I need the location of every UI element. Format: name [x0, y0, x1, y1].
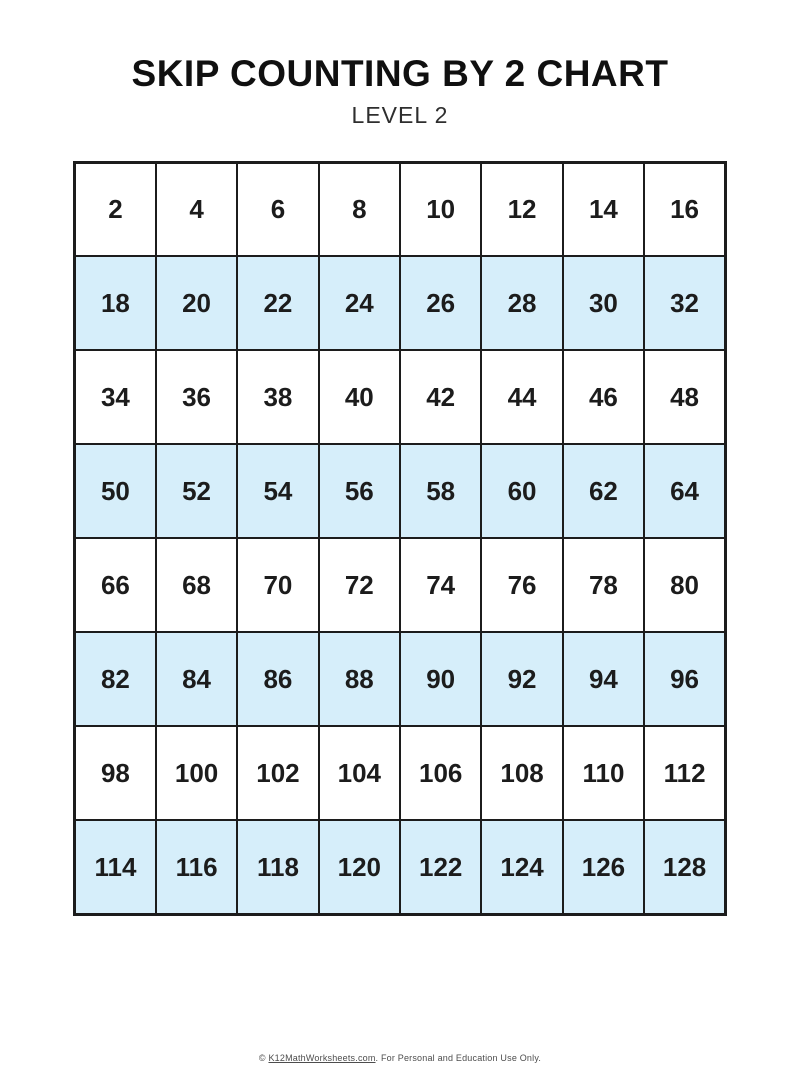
grid-cell: 90 — [400, 632, 481, 726]
grid-cell: 114 — [75, 820, 156, 914]
grid-cell: 94 — [563, 632, 644, 726]
page-subtitle: LEVEL 2 — [351, 102, 449, 129]
grid-cell: 48 — [644, 350, 725, 444]
grid-cell: 64 — [644, 444, 725, 538]
grid-cell: 76 — [481, 538, 562, 632]
grid-cell: 80 — [644, 538, 725, 632]
grid-cell: 36 — [156, 350, 237, 444]
grid-cell: 120 — [319, 820, 400, 914]
footer-site-link[interactable]: K12MathWorksheets.com — [268, 1053, 376, 1063]
skip-counting-grid-body — [75, 162, 726, 914]
grid-cell: 92 — [481, 632, 562, 726]
grid-cell: 14 — [563, 162, 644, 256]
grid-cell: 100 — [156, 726, 237, 820]
footer-copyright-symbol: © — [258, 1053, 269, 1063]
grid-cell: 54 — [237, 444, 318, 538]
grid-cell: 60 — [481, 444, 562, 538]
grid-cell: 20 — [156, 256, 237, 350]
grid-cell: 66 — [75, 538, 156, 632]
grid-row — [75, 444, 726, 538]
grid-cell: 18 — [75, 256, 156, 350]
grid-cell: 108 — [481, 726, 562, 820]
grid-cell: 46 — [563, 350, 644, 444]
grid-cell: 10 — [400, 162, 481, 256]
grid-cell: 32 — [644, 256, 725, 350]
footer — [0, 1053, 800, 1063]
grid-cell: 118 — [237, 820, 318, 914]
grid-cell: 40 — [319, 350, 400, 444]
grid-cell: 86 — [237, 632, 318, 726]
grid-cell: 42 — [400, 350, 481, 444]
page-title: SKIP COUNTING BY 2 CHART — [131, 53, 669, 94]
grid-cell: 50 — [75, 444, 156, 538]
grid-cell: 74 — [400, 538, 481, 632]
grid-cell: 96 — [644, 632, 725, 726]
grid-cell: 88 — [319, 632, 400, 726]
grid-cell: 28 — [481, 256, 562, 350]
grid-cell: 62 — [563, 444, 644, 538]
grid-cell: 112 — [644, 726, 725, 820]
grid-cell: 6 — [237, 162, 318, 256]
grid-cell: 84 — [156, 632, 237, 726]
grid-cell: 34 — [75, 350, 156, 444]
grid-row — [75, 350, 726, 444]
grid-cell: 104 — [319, 726, 400, 820]
grid-cell: 116 — [156, 820, 237, 914]
grid-cell: 70 — [237, 538, 318, 632]
grid-cell: 24 — [319, 256, 400, 350]
grid-cell: 122 — [400, 820, 481, 914]
grid-cell: 106 — [400, 726, 481, 820]
grid-cell: 52 — [156, 444, 237, 538]
grid-cell: 78 — [563, 538, 644, 632]
grid-cell: 2 — [75, 162, 156, 256]
skip-counting-grid — [73, 161, 727, 916]
grid-row — [75, 538, 726, 632]
grid-row — [75, 632, 726, 726]
grid-cell: 98 — [75, 726, 156, 820]
grid-row — [75, 162, 726, 256]
grid-cell: 102 — [237, 726, 318, 820]
grid-row — [75, 820, 726, 914]
grid-cell: 30 — [563, 256, 644, 350]
grid-cell: 12 — [481, 162, 562, 256]
grid-cell: 72 — [319, 538, 400, 632]
grid-cell: 128 — [644, 820, 725, 914]
grid-cell: 126 — [563, 820, 644, 914]
grid-cell: 110 — [563, 726, 644, 820]
grid-cell: 124 — [481, 820, 562, 914]
grid-cell: 68 — [156, 538, 237, 632]
grid-cell: 4 — [156, 162, 237, 256]
grid-cell: 38 — [237, 350, 318, 444]
grid-cell: 44 — [481, 350, 562, 444]
grid-cell: 8 — [319, 162, 400, 256]
grid-row — [75, 256, 726, 350]
grid-cell: 58 — [400, 444, 481, 538]
grid-row — [75, 726, 726, 820]
grid-cell: 16 — [644, 162, 725, 256]
grid-cell: 26 — [400, 256, 481, 350]
grid-cell: 56 — [319, 444, 400, 538]
grid-cell: 82 — [75, 632, 156, 726]
grid-cell: 22 — [237, 256, 318, 350]
worksheet-page — [0, 52, 800, 1063]
footer-license-text: . For Personal and Education Use Only. — [375, 1053, 542, 1063]
